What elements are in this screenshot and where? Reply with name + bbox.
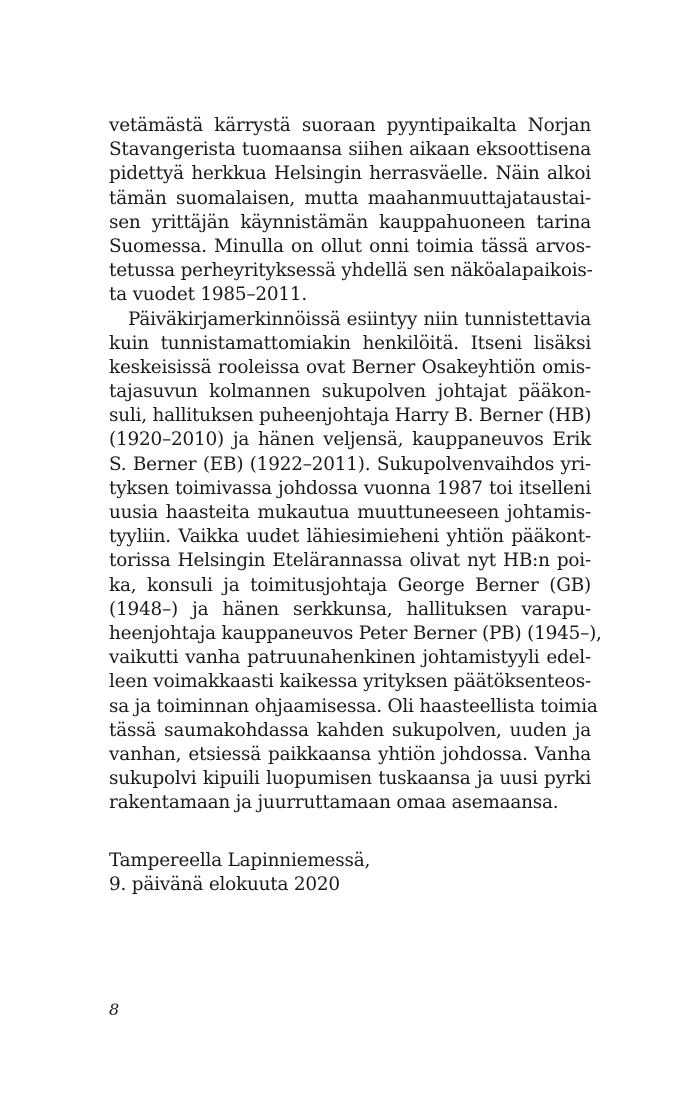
text-line: tässä saumakohdassa kahden sukupolven, uuden ja (109, 719, 591, 741)
text-line: leen voimakkaasti kaikessa yrityksen päätöksenteos- (109, 671, 591, 693)
text-line: torissa Helsingin Etelärannassa olivat nyt HB:n poi- (109, 550, 591, 572)
text-line: vaikutti vanha patruunahenkinen johtamistyyli edel- (109, 647, 591, 669)
text-line: S. Berner (EB) (1922–2011). Sukupolvenvaihdos yri- (109, 453, 591, 475)
text-line: tetussa perheyrityksessä yhdellä sen näköalapaikois- (109, 260, 593, 282)
text-line: suli, hallituksen puheenjohtaja Harry B. Berner (HB) (109, 405, 592, 427)
text-line: (1948–) ja hänen serkkunsa, hallituksen varapu- (109, 598, 591, 620)
text-line: vetämästä kärrystä suoraan pyyntipaikalta Norjan (109, 115, 591, 136)
text-line: vanhan, etsiessä paikkaansa yhtiön johdossa. Vanha (109, 743, 591, 765)
text-line: ka, konsuli ja toimitusjohtaja George Berner (GB) (109, 574, 591, 596)
text-line: sen yrittäjän käynnistämän kauppahuoneen tarina (109, 211, 591, 233)
paragraph-1 (109, 114, 591, 308)
text-line: kuin tunnistamattomiakin henkilöitä. Itseni lisäksi (109, 332, 591, 354)
text-line: Päiväkirjamerkinnöissä esiintyy niin tunnistettavia (128, 308, 591, 330)
signature-block (109, 849, 591, 897)
text-line: sa ja toiminnan ohjaamisessa. Oli haasteellista toimia (109, 695, 598, 717)
text-line: sukupolvi kipuili luopumisen tuskaansa ja uusi pyrki (109, 768, 591, 790)
text-line: (1920–2010) ja hänen veljensä, kauppaneuvos Erik (109, 429, 591, 451)
text-line: tämän suomalaisen, mutta maahanmuuttajataustai- (109, 187, 591, 209)
text-line: tyyliin. Vaikka uudet lähiesimieheni yhtiön pääkont- (109, 526, 591, 548)
text-line: tyksen toimivassa johdossa vuonna 1987 toi itselleni (109, 477, 591, 499)
paragraph-2 (109, 308, 602, 816)
text-line: uusia haasteita mukautua muuttuneeseen johtamis- (109, 502, 591, 523)
text-line: Stavangerista tuomaansa siihen aikaan eksoottisena (109, 139, 591, 161)
text-line: tajasuvun kolmannen sukupolven johtajat pääkon- (109, 381, 591, 403)
signature-date: 9. päivänä elokuuta 2020 (109, 874, 340, 896)
signature-place: Tampereella Lapinniemessä, (109, 850, 371, 871)
text-line: heenjohtaja kauppaneuvos Peter Berner (PB) (1945–), (109, 622, 602, 644)
page-number: 8 (109, 1000, 120, 1019)
text-line: pidettyä herkkua Helsingin herrasväelle. Näin alkoi (109, 163, 591, 185)
page-body (109, 114, 602, 815)
text-line: ta vuodet 1985–2011. (109, 284, 308, 306)
text-line: keskeisissä rooleissa ovat Berner Osakeyhtiön omis- (109, 356, 591, 378)
text-line: Suomessa. Minulla on ollut onni toimia tässä arvos- (109, 235, 591, 257)
text-line: rakentamaan ja juurruttamaan omaa asemaansa. (109, 792, 559, 814)
